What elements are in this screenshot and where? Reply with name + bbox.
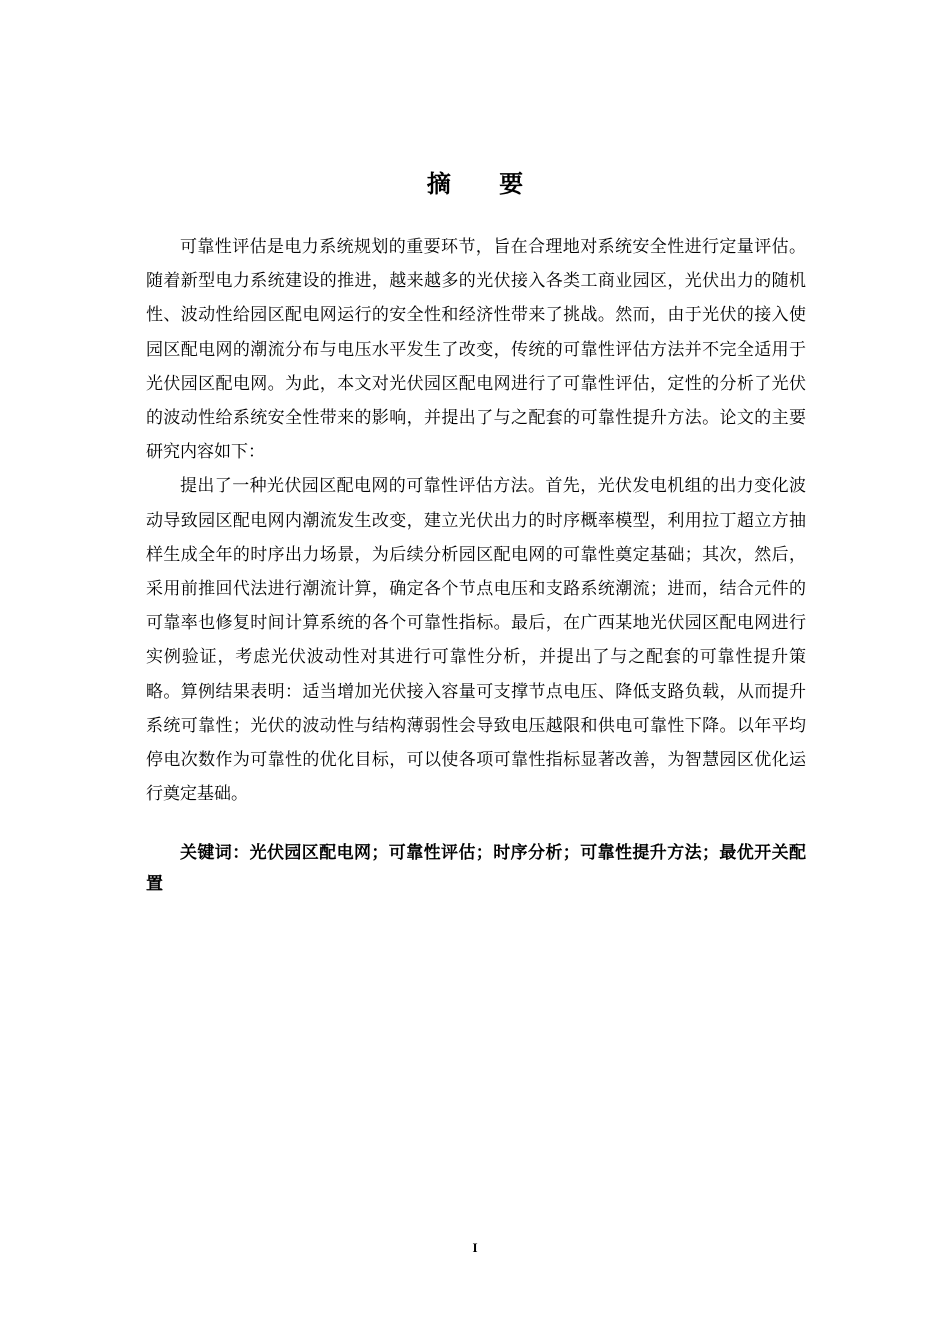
keywords: 关键词：光伏园区配电网；可靠性评估；时序分析；可靠性提升方法；最优开关配置 <box>146 843 806 894</box>
page-title: 摘 要 <box>426 170 544 198</box>
abstract-paragraph-2: 提出了一种光伏园区配电网的可靠性评估方法。首先，光伏发电机组的出力变化波动导致园区配电网内潮流发生改变，建立光伏出力的时序概率模型，利用拉丁超立方抽样生成全年的时序出力场景，为后续分析园区配电网的可靠性奠定基础；其次，然后，采用前推回代法进行潮流计算，确定各个节点电压和支路系统潮流；进而，结合元件的可靠率也修复时间计算系统的各个可靠性指标。最后，在广西某地光伏园区配电网进行实例验证，考虑光伏波动性对其进行可靠性分析，并提出了与之配套的可靠性提升策略。算例结果表明：适当增加光伏接入容量可支撑节点电压、降低支路负载，从而提升系统可靠性；光伏的波动性与结构薄弱性会导致电压越限和供电可靠性下降。以年平均停电次数作为可靠性的优化目标，可以使各项可靠性指标显著改善，为智慧园区优化运行奠定基础。 <box>146 476 806 805</box>
abstract-paragraph-1: 可靠性评估是电力系统规划的重要环节，旨在合理地对系统安全性进行定量评估。随着新型电力系统建设的推进，越来越多的光伏接入各类工商业园区，光伏出力的随机性、波动性给园区配电网运行的安全性和经济性带来了挑战。然而，由于光伏的接入使园区配电网的潮流分布与电压水平发生了改变，传统的可靠性评估方法并不完全适用于光伏园区配电网。为此，本文对光伏园区配电网进行了可靠性评估，定性的分析了光伏的波动性给系统安全性带来的影响，并提出了与之配套的可靠性提升方法。论文的主要研究内容如下： <box>146 237 806 463</box>
abstract-body <box>146 230 806 811</box>
page-number: I <box>472 1240 478 1255</box>
